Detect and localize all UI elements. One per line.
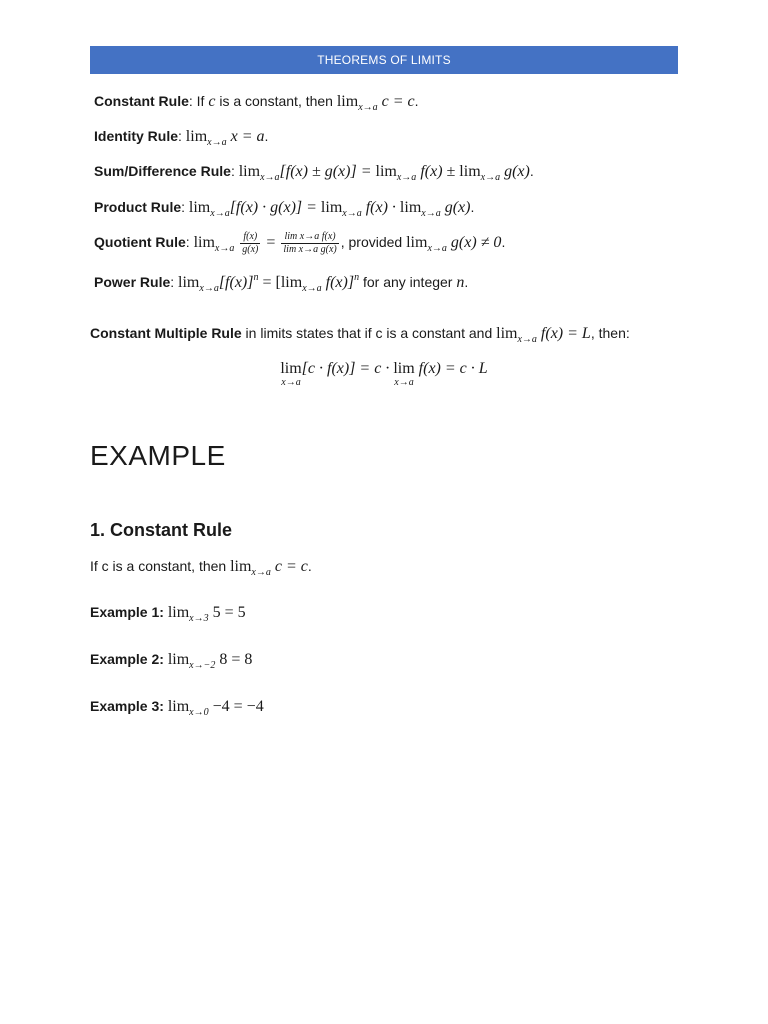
multiple-rule-label: Constant Multiple Rule	[90, 325, 242, 341]
product-rule-expr3: g(x)	[440, 199, 471, 216]
constant-multiple-rule	[90, 323, 630, 350]
product-rule	[94, 197, 474, 224]
sum-rule-sub3: x→a	[480, 172, 501, 183]
product-rule-lim2: lim	[320, 199, 343, 216]
constant-rule-mid: is a constant, then	[215, 93, 337, 109]
display-expr1: [c · f(x)] = c ·	[301, 360, 394, 377]
sum-rule-expr2: f(x) ±	[416, 163, 460, 180]
theorems-banner	[90, 46, 678, 74]
product-rule-lim1: lim	[188, 199, 211, 216]
multiple-rule-text: in limits states that if c is a constant and	[241, 325, 497, 341]
example-heading: EXAMPLE	[90, 440, 226, 471]
power-rule-sub1: x→a	[199, 283, 219, 294]
sum-rule-colon: :	[230, 163, 239, 179]
fraction-1-numerator: f(x)	[240, 231, 260, 244]
sum-rule-expr3: g(x)	[500, 163, 530, 180]
example-intro-expr: c = c	[270, 558, 308, 575]
constant-rule	[94, 91, 419, 118]
identity-rule-label: Identity Rule	[94, 128, 179, 144]
example-1-label: Example 1	[90, 604, 160, 620]
display-lim-2	[393, 360, 414, 388]
quotient-rule-colon: :	[185, 234, 194, 250]
constant-rule-end: .	[414, 93, 419, 109]
power-rule-lim1: lim	[178, 274, 200, 291]
fraction-2-numerator: lim x→a f(x)	[281, 231, 338, 244]
example-2-sub: x→−2	[189, 660, 216, 671]
example-3-sub: x→0	[189, 707, 209, 718]
constant-rule-sub: x→a	[358, 102, 378, 113]
quotient-rule-label: Quotient Rule	[94, 234, 186, 250]
example-2-label: Example 2	[90, 651, 160, 667]
power-rule-eq: = [	[258, 274, 281, 291]
display-lim-1	[280, 360, 301, 388]
example-intro-end: .	[307, 558, 312, 574]
example-2: Example 2: $\lim_{x\to-2} 8 = 8$	[90, 651, 253, 671]
example-1-expr: 5 = 5	[208, 604, 246, 621]
example-intro	[90, 558, 312, 578]
multiple-rule-lim: lim	[496, 325, 518, 342]
sum-rule-expr1: [f(x) ± g(x)] =	[279, 163, 376, 180]
power-rule-n: n	[456, 274, 465, 291]
banner-title: THEOREMS OF LIMITS	[317, 53, 451, 67]
multiple-rule-then: , then:	[590, 325, 630, 341]
sum-rule-label: Sum/Difference Rule	[94, 163, 231, 179]
constant-rule-label: Constant Rule	[94, 93, 189, 109]
quotient-rule-sub2: x→a	[427, 243, 447, 254]
product-rule-expr1: [f(x) · g(x)] =	[229, 199, 321, 216]
power-rule-expr1: [f(x)]	[218, 274, 254, 291]
identity-rule	[94, 126, 268, 153]
sum-rule-lim1: lim	[238, 163, 261, 180]
example-1: Example 1: $\lim_{x\to 3} 5 = 5$	[90, 604, 246, 624]
display-lim2-text: lim	[393, 360, 415, 377]
identity-rule-end: .	[264, 128, 269, 144]
product-rule-expr2: f(x) ·	[361, 199, 400, 216]
example-3-label: Example 3	[90, 698, 160, 714]
identity-rule-lim: lim	[185, 128, 208, 145]
power-rule-sup1: n	[253, 272, 259, 283]
sum-rule-sub2: x→a	[396, 172, 417, 183]
identity-rule-sub: x→a	[207, 137, 227, 148]
quotient-rule	[94, 228, 505, 263]
example-2-expr: 8 = 8	[215, 651, 253, 668]
display-lim1-text: lim	[280, 360, 302, 377]
quotient-rule-expr2: g(x) ≠ 0	[446, 234, 502, 251]
product-rule-label: Product Rule	[94, 199, 182, 215]
multiple-rule-sub: x→a	[517, 334, 537, 345]
fraction-2-denominator: lim x→a g(x)	[283, 243, 337, 255]
sum-rule-lim2: lim	[375, 163, 397, 180]
example-3-lim: lim	[167, 698, 190, 715]
identity-rule-expr: x = a	[226, 128, 265, 145]
power-rule-label: Power Rule	[94, 274, 171, 290]
display-lim1-under: x→a	[281, 377, 301, 388]
power-rule-colon: :	[170, 274, 179, 290]
quotient-rule-end: .	[501, 234, 506, 250]
quotient-rule-lim: lim	[193, 234, 215, 251]
product-rule-sub3: x→a	[421, 208, 441, 219]
quotient-rule-lim2: lim	[406, 234, 428, 251]
display-expr2: f(x) = c · L	[414, 360, 488, 377]
example-intro-sub: x→a	[251, 567, 271, 578]
display-lim2-under: x→a	[394, 377, 414, 388]
quotient-rule-sub: x→a	[214, 243, 235, 254]
example-1-lim: lim	[167, 604, 190, 621]
power-rule-sub2: x→a	[302, 283, 322, 294]
example-3-expr: −4 = −4	[208, 698, 264, 715]
power-rule-tail: for any integer	[359, 274, 457, 290]
product-rule-end: .	[470, 199, 475, 215]
power-rule-expr2: f(x)]	[321, 274, 355, 291]
quotient-fraction-2	[281, 231, 338, 256]
constant-rule-lim: lim	[336, 93, 359, 110]
sum-difference-rule	[94, 161, 534, 188]
example-1-sub: x→3	[189, 613, 209, 624]
power-rule	[94, 268, 468, 299]
quotient-fraction-1	[240, 231, 260, 256]
product-rule-colon: :	[181, 199, 189, 215]
product-rule-sub2: x→a	[342, 208, 362, 219]
product-rule-sub1: x→a	[210, 208, 230, 219]
multiple-rule-expr: f(x) = L	[536, 325, 591, 342]
sum-rule-lim3: lim	[459, 163, 481, 180]
example-2-lim: lim	[167, 651, 190, 668]
power-rule-sup2: n	[354, 272, 360, 283]
sum-rule-end: .	[529, 163, 534, 179]
example-intro-lim: lim	[230, 558, 252, 575]
example-intro-pre: If c is a constant, then	[90, 558, 231, 574]
power-rule-lim2: lim	[280, 274, 303, 291]
example-3: Example 3: $\lim_{x\to 0} -4 = -4$	[90, 698, 264, 718]
constant-rule-c: c	[208, 93, 216, 110]
identity-rule-colon: :	[178, 128, 186, 144]
sum-rule-sub1: x→a	[260, 172, 280, 183]
quotient-rule-eq: =	[262, 234, 280, 251]
power-rule-end: .	[464, 274, 469, 290]
constant-rule-pre: : If	[188, 93, 209, 109]
constant-rule-subheading: 1. Constant Rule	[90, 520, 233, 540]
quotient-rule-provided: , provided	[340, 234, 407, 250]
constant-multiple-display-equation	[0, 360, 768, 388]
fraction-1-denominator: g(x)	[242, 243, 259, 255]
product-rule-lim3: lim	[399, 199, 422, 216]
constant-rule-expr: c = c	[377, 93, 415, 110]
